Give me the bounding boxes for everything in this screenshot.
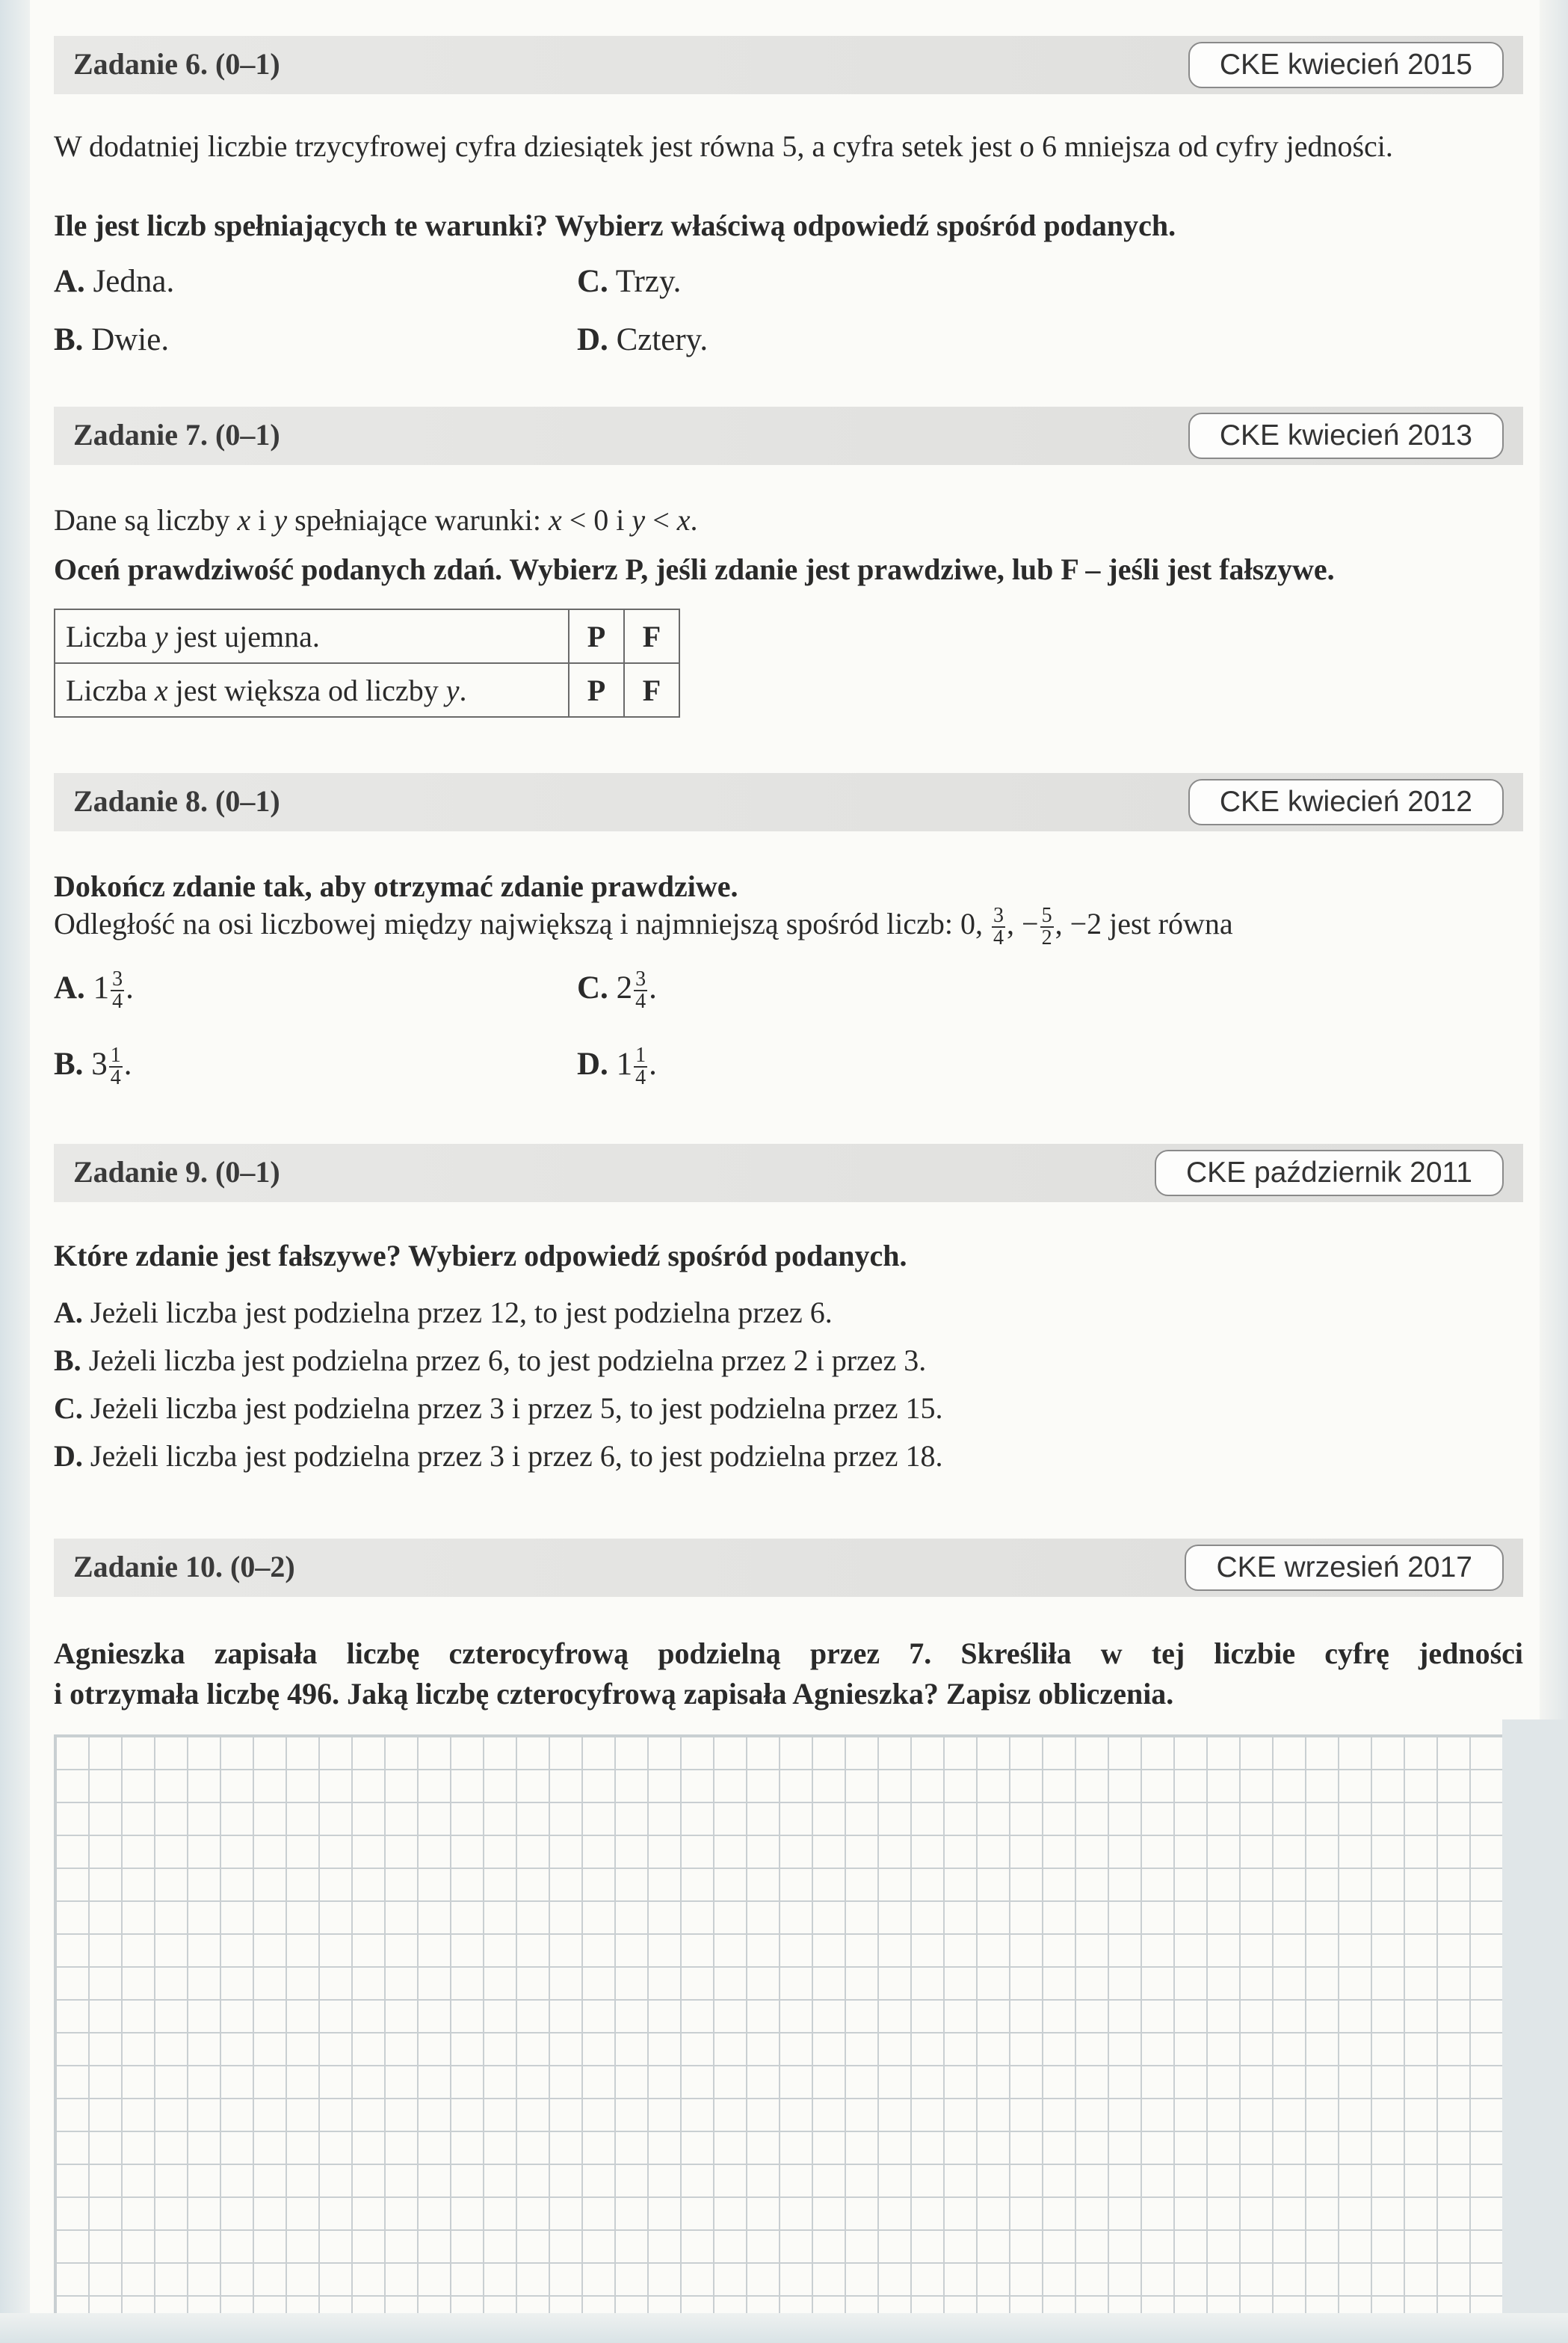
- task-header: [54, 36, 1523, 94]
- text: Odległość na osi liczbowej między największą i najmniejszą spośród liczb: 0,: [54, 907, 990, 940]
- task-header: [54, 773, 1523, 831]
- task-header: [54, 1144, 1523, 1202]
- answer-text: Jedna.: [93, 264, 175, 299]
- denominator: 2: [1041, 926, 1052, 949]
- answer-letter: D.: [54, 1439, 83, 1473]
- numerator: 3: [112, 967, 123, 991]
- text: .: [690, 503, 698, 537]
- option-f[interactable]: F: [624, 609, 679, 663]
- text: .: [459, 673, 467, 707]
- task-question: Które zdanie jest fałszywe? Wybierz odpowiedź spośród podanych.: [54, 1239, 907, 1272]
- table-row: [55, 663, 679, 717]
- denominator: 4: [993, 926, 1004, 949]
- task-stem: [54, 905, 1523, 949]
- task-6: [54, 36, 1523, 94]
- task-header: [54, 1539, 1523, 1597]
- answer-c[interactable]: C. 2 $\frac{3}{4}$ .: [577, 967, 657, 1013]
- task-title: Zadanie 7. (0–1): [73, 418, 280, 452]
- text: Liczba: [66, 673, 155, 707]
- table-row: [55, 609, 679, 663]
- answer-b[interactable]: [54, 1341, 926, 1380]
- variable-y: y: [632, 503, 646, 537]
- answer-a[interactable]: [54, 263, 174, 300]
- text: , −: [1007, 907, 1039, 940]
- answer-letter: A.: [54, 264, 85, 299]
- answer-letter: C.: [577, 970, 608, 1006]
- task-8: [54, 773, 1523, 831]
- page-edge-bottom: [0, 2313, 1568, 2343]
- answer-letter: B.: [54, 1046, 84, 1082]
- source-badge: CKE kwiecień 2015: [1188, 42, 1504, 88]
- page-edge-shadow: [1502, 1719, 1568, 2343]
- source-badge: CKE wrzesień 2017: [1185, 1545, 1504, 1591]
- text: , −2 jest równa: [1055, 907, 1233, 940]
- task-10: [54, 1539, 1523, 1597]
- fraction: [992, 905, 1005, 949]
- source-badge: CKE kwiecień 2013: [1188, 413, 1504, 459]
- text: spełniające warunki:: [287, 503, 549, 537]
- task-title: Zadanie 8. (0–1): [73, 784, 280, 818]
- answer-letter: C.: [577, 264, 608, 299]
- answer-a[interactable]: A. 1 $\frac{3}{4}$ .: [54, 967, 134, 1013]
- text: < 0 i: [561, 503, 632, 537]
- numerator: 5: [1041, 903, 1052, 927]
- variable-x: x: [237, 503, 251, 537]
- statement-cell: [55, 609, 569, 663]
- answer-d[interactable]: D. 1 $\frac{1}{4}$ .: [577, 1044, 657, 1089]
- variable-x: x: [154, 673, 168, 707]
- task-title: Zadanie 9. (0–1): [73, 1155, 280, 1189]
- answer-a[interactable]: [54, 1293, 833, 1332]
- true-false-table: [54, 609, 680, 718]
- numerator: 3: [635, 967, 646, 991]
- answer-grid[interactable]: [54, 1734, 1568, 2318]
- text: i: [250, 503, 274, 537]
- fraction: [109, 1045, 123, 1089]
- whole-part: 1: [93, 970, 110, 1006]
- text: Liczba: [66, 619, 155, 653]
- statement-cell: [55, 663, 569, 717]
- answer-text: Jeżeli liczba jest podzielna przez 3 i przez 6, to jest podzielna przez 18.: [90, 1439, 943, 1473]
- denominator: 4: [110, 1066, 121, 1089]
- task-title: Zadanie 6. (0–1): [73, 47, 280, 81]
- whole-part: 1: [616, 1046, 633, 1082]
- answer-letter: A.: [54, 970, 85, 1006]
- task-instruction: Dokończ zdanie tak, aby otrzymać zdanie prawdziwe.: [54, 869, 738, 903]
- task-stem: W dodatniej liczbie trzycyfrowej cyfra dziesiątek jest równa 5, a cyfra setek jest o 6 mniejsza od cyfry jedności.: [54, 129, 1393, 163]
- source-badge: CKE kwiecień 2012: [1188, 779, 1504, 825]
- variable-y: y: [154, 619, 168, 653]
- variable-x: x: [676, 503, 691, 537]
- text: <: [645, 503, 677, 537]
- answer-text: Jeżeli liczba jest podzielna przez 6, to jest podzielna przez 2 i przez 3.: [88, 1343, 927, 1377]
- source-badge: CKE październik 2011: [1155, 1150, 1504, 1196]
- task-question-line-2: i otrzymała liczbę 496. Jaką liczbę czterocyfrową zapisała Agnieszka? Zapisz obliczenia.: [54, 1677, 1174, 1711]
- option-p[interactable]: P: [569, 663, 624, 717]
- numerator: 1: [635, 1044, 646, 1067]
- fraction: [111, 969, 124, 1012]
- option-f[interactable]: F: [624, 663, 679, 717]
- numerator: 1: [110, 1044, 121, 1067]
- denominator: 4: [635, 990, 646, 1013]
- answer-b[interactable]: B. 3 $\frac{1}{4}$ .: [54, 1044, 132, 1089]
- answer-letter: D.: [577, 1046, 608, 1082]
- answer-text: Cztery.: [616, 322, 709, 357]
- task-9: [54, 1144, 1523, 1202]
- answer-letter: C.: [54, 1391, 83, 1425]
- variable-y: y: [274, 503, 288, 537]
- answer-c[interactable]: [54, 1389, 942, 1428]
- task-title: Zadanie 10. (0–2): [73, 1550, 295, 1583]
- task-question: Oceń prawdziwość podanych zdań. Wybierz P, jeśli zdanie jest prawdziwe, lub F – jeśli jest fałszywe.: [54, 552, 1335, 586]
- answer-d[interactable]: [577, 321, 708, 358]
- task-stem: [54, 501, 1523, 540]
- answer-text: Trzy.: [615, 264, 682, 299]
- denominator: 4: [635, 1066, 646, 1089]
- answer-c[interactable]: [577, 263, 681, 300]
- answer-letter: D.: [577, 322, 608, 357]
- numerator: 3: [993, 903, 1004, 927]
- whole-part: 2: [616, 970, 633, 1006]
- answer-letter: B.: [54, 322, 84, 357]
- answer-d[interactable]: [54, 1437, 942, 1476]
- answer-text: Dwie.: [91, 322, 170, 357]
- task-header: [54, 407, 1523, 465]
- fraction: [634, 969, 647, 1012]
- variable-x: x: [548, 503, 562, 537]
- whole-part: 3: [91, 1046, 108, 1082]
- answer-letter: A.: [54, 1296, 83, 1329]
- answer-b[interactable]: [54, 321, 169, 358]
- task-question: Ile jest liczb spełniających te warunki? Wybierz właściwą odpowiedź spośród podanych.: [54, 209, 1176, 242]
- task-question-line-1: Agnieszka zapisała liczbę czterocyfrową podzielną przez 7. Skreśliła w tej liczbie cyfrę jedności: [54, 1637, 1523, 1670]
- text: jest ujemna.: [167, 619, 320, 653]
- variable-y: y: [445, 673, 460, 707]
- task-7: [54, 407, 1523, 465]
- fraction: [1040, 905, 1054, 949]
- answer-text: Jeżeli liczba jest podzielna przez 12, to jest podzielna przez 6.: [90, 1296, 833, 1329]
- page-edge-left: [0, 0, 30, 2343]
- denominator: 4: [112, 990, 123, 1013]
- answer-letter: B.: [54, 1343, 81, 1377]
- fraction: [634, 1045, 647, 1089]
- option-p[interactable]: P: [569, 609, 624, 663]
- text: Dane są liczby: [54, 503, 238, 537]
- text: jest większa od liczby: [167, 673, 446, 707]
- answer-text: Jeżeli liczba jest podzielna przez 3 i przez 5, to jest podzielna przez 15.: [90, 1391, 943, 1425]
